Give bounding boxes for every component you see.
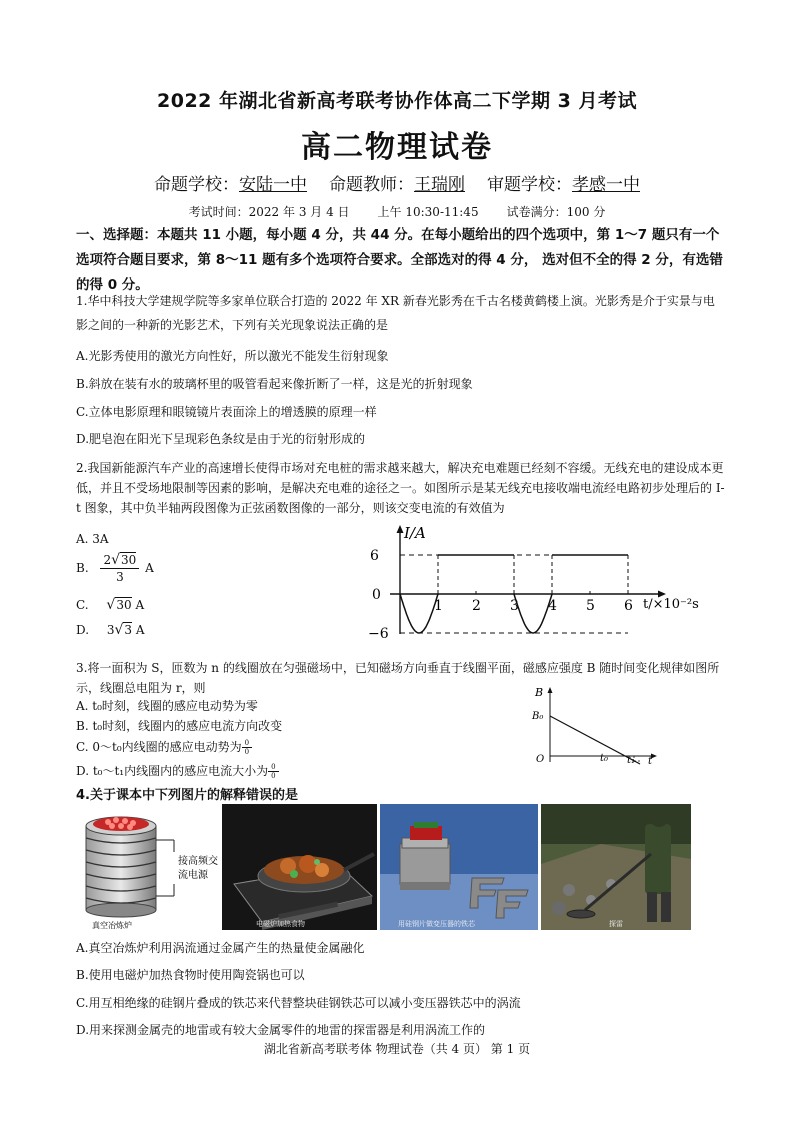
x-tick-label: 1 <box>434 598 443 614</box>
x-tick-label: 3 <box>510 598 519 614</box>
t0-label: t₀ <box>600 753 609 764</box>
exam-period: 上午 10:30-11:45 <box>377 205 479 219</box>
furnace-caption: 真空冶炼炉 <box>92 921 132 930</box>
q2-option-b: B. $\frac{2√30}{3}$ A <box>76 552 154 584</box>
q4-option-b: B.使用电磁炉加热食物时使用陶瓷锅也可以 <box>76 968 305 982</box>
mine-detector-illustration <box>541 804 691 930</box>
full-score: 试卷满分：100 分 <box>506 205 606 219</box>
y-axis-arrow <box>397 525 404 533</box>
y-tick-label: 6 <box>370 548 379 564</box>
author-school: 安陆一中 <box>239 175 307 195</box>
q3-option-a: A. t₀时刻，线圈的感应电动势为零 <box>76 699 258 713</box>
q1-option-a: A.光影秀使用的激光方向性好，所以激光不能发生衍射现象 <box>76 349 389 363</box>
transformer-core-image <box>380 804 538 930</box>
x-tick-label: 2 <box>472 598 481 614</box>
origin-label: 0 <box>372 587 381 603</box>
section-instructions: 一、选择题：本题共 11 小题，每小题 4 分，共 44 分。在每小题给出的四个选项中，第 1～7 题只有一个选项符合题目要求，第 8～11 题有多个选项符合要求。全部选对的得 4 分， 选对但不全的得 2 分，有选错的得 0 分。 <box>76 227 723 293</box>
transformer-core-illustration <box>380 804 538 930</box>
current-sine-segment <box>400 594 438 633</box>
review-school-label: 审题学校： <box>487 175 572 195</box>
q3-option-c: C. 0～t₀内线圈的感应电动势为 $\frac{0}{0}$ <box>76 738 252 756</box>
mine-caption: 探雷 <box>609 920 623 928</box>
q1-option-d: D.肥皂泡在阳光下呈现彩色条纹是由于光的衍射形成的 <box>76 432 366 446</box>
x-tick-label: 6 <box>624 598 633 614</box>
t-axis-label: t <box>648 756 653 767</box>
q3-b-t-graph <box>530 684 665 770</box>
induction-cooker-image <box>222 804 377 930</box>
x-tick-label: 5 <box>586 598 595 614</box>
transformer-caption: 用硅钢片做变压器的铁芯 <box>398 920 475 928</box>
q4-option-c: C.用互相绝缘的硅钢片叠成的铁芯来代替整块硅钢铁芯可以减小变压器铁芯中的涡流 <box>76 996 521 1010</box>
x-axis-label: t/×10⁻²s <box>643 597 699 612</box>
author-teacher: 王瑞刚 <box>414 175 465 195</box>
origin-o-label: O <box>536 754 545 765</box>
y-axis-label: I/A <box>404 524 426 542</box>
q3-option-b: B. t₀时刻，线圈内的感应电流方向改变 <box>76 719 283 733</box>
exam-info <box>0 203 794 220</box>
q2-option-a: A. 3A <box>76 532 109 546</box>
page-footer: 湖北省新高考联考体 物理试卷（共 4 页） 第 1 页 <box>263 1042 531 1056</box>
vacuum-furnace-illustration <box>74 804 220 932</box>
exam-title: 2022 年湖北省新高考联考协作体高二下学期 3 月考试 <box>157 90 637 112</box>
x-tick-label: 4 <box>548 598 557 614</box>
y-tick-label: −6 <box>368 626 389 642</box>
exam-date: 考试时间：2022 年 3 月 4 日 <box>188 205 350 219</box>
author-line <box>0 170 794 195</box>
q3-option-d: D. t₀～t₁内线圈内的感应电流大小为 $\frac{0}{0}$ <box>76 762 279 780</box>
q4-option-a: A.真空冶炼炉利用涡流通过金属产生的热量使金属融化 <box>76 941 365 955</box>
cooker-caption: 电磁炉加热食物 <box>256 920 305 928</box>
q3-stem: 3.将一面积为 S，匝数为 n 的线圈放在匀强磁场中，已知磁场方向垂直于线圈平面，磁感应强度 B 随时间变化规律如图所示，线圈总电阻为 r，则 <box>76 661 720 695</box>
q4-option-d: D.用来探测金属壳的地雷或有较大金属零件的地雷的探雷器是利用涡流工作的 <box>76 1023 486 1037</box>
q2-current-time-chart <box>350 522 699 648</box>
q4-stem: 4.关于课本中下列图片的解释错误的是 <box>76 788 298 803</box>
review-school: 孝感一中 <box>572 175 640 195</box>
furnace-label-line1: 接高频交 <box>178 856 218 867</box>
b-axis-arrow <box>548 687 553 693</box>
induction-cooker-illustration <box>222 804 377 930</box>
author-teacher-label: 命题教师： <box>329 175 414 195</box>
q2-option-d: D. 3√3 A <box>76 622 145 638</box>
t1-label: t₁ <box>627 755 636 766</box>
mine-detector-image <box>541 804 691 930</box>
q2-option-b-fraction: $\frac{2√30}{3}$ <box>100 552 139 585</box>
b-axis-label: B <box>535 686 544 699</box>
q2-option-c: C. √30 A <box>76 597 145 613</box>
vacuum-furnace-image <box>74 804 220 932</box>
b0-label: B₀ <box>532 711 544 722</box>
q1-option-b: B.斜放在装有水的玻璃杯里的吸管看起来像折断了一样，这是光的折射现象 <box>76 377 473 391</box>
current-sine-segment <box>514 594 552 633</box>
author-school-label: 命题学校： <box>154 175 239 195</box>
furnace-label-line2: 流电源 <box>178 870 208 881</box>
q1-stem: 1.华中科技大学建规学院等多家单位联合打造的 2022 年 XR 新春光影秀在千古名楼黄鹤楼上演。光影秀是介于实景与电影之间的一种新的光影艺术，下列有关光现象说法正确的是 <box>76 294 715 332</box>
q2-stem: 2.我国新能源汽车产业的高速增长使得市场对充电桩的需求越来越大，解决充电难题已经刻不容缓。无线充电的建设成本更低，并且不受场地限制等因素的影响，是解决充电难的途径之一。如图所示是某无线充电接收端电流经电路初步处理后的 I-t 图象，其中负半轴两段图像为正弦函数图像的一部分，则该交变电流的有效值为 <box>76 461 725 515</box>
paper-title: 高二物理试卷 <box>301 130 493 165</box>
q1-option-c: C.立体电影原理和眼镜镜片表面涂上的增透膜的原理一样 <box>76 405 377 419</box>
